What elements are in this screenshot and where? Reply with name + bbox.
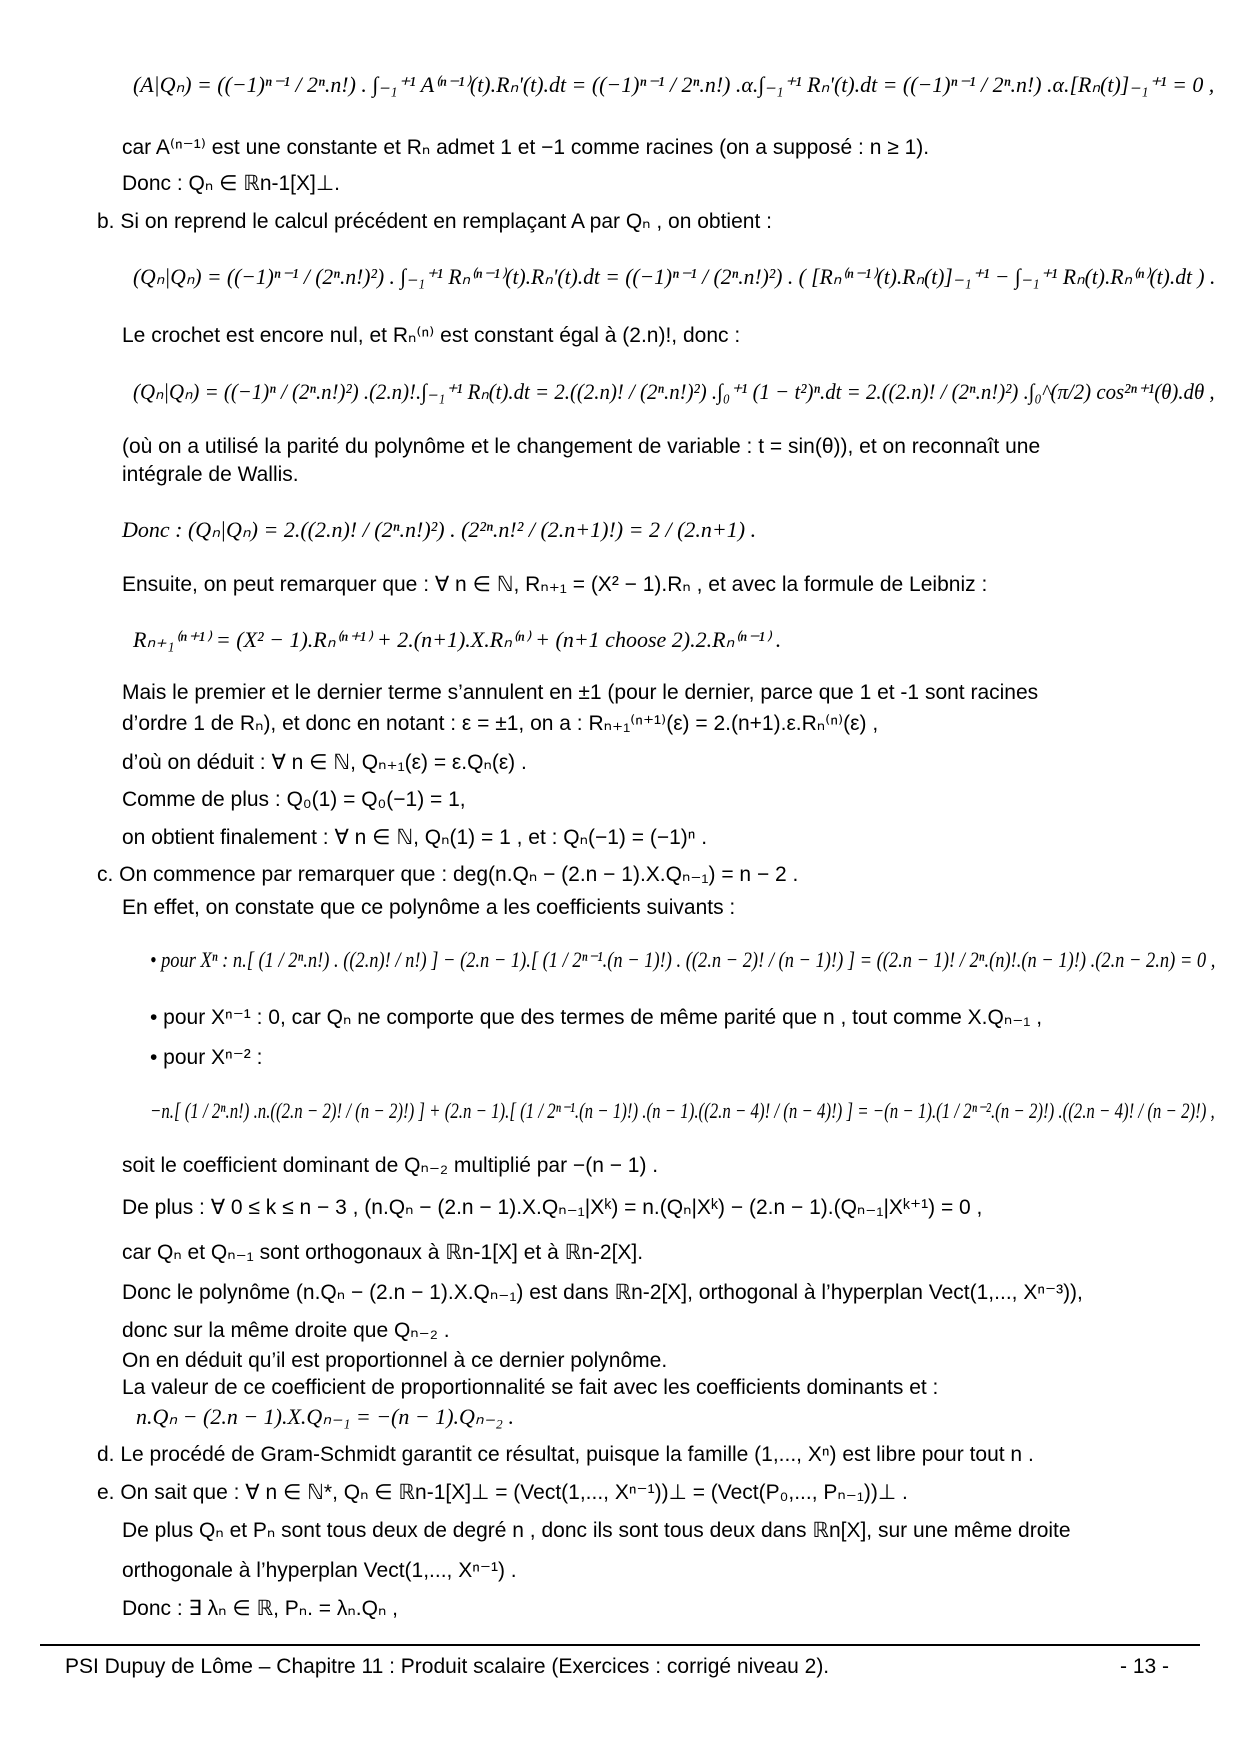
equation-line: • pour Xⁿ : n.[ (1 / 2ⁿ.n!) . ((2.n)! / n!) ] − (2.n − 1).[ (1 / 2ⁿ⁻¹.(n − 1)!) . ((2.n − 2)! / (n − 1)!) ] = ((2.n − 1)! / 2ⁿ.(n)!.(n − 1)!) .(2.n − 2.n) = 0 , <box>150 947 1216 972</box>
text-line: on obtient finalement : ∀ n ∈ ℕ, Qₙ(1) = 1 , et : Qₙ(−1) = (−1)ⁿ . <box>122 826 708 849</box>
text-line: d’où on déduit : ∀ n ∈ ℕ, Qₙ₊₁(ε) = ε.Qₙ(ε) . <box>122 751 527 774</box>
equation-line: (A|Qₙ) = ((−1)ⁿ⁻¹ / 2ⁿ.n!) . ∫₋₁⁺¹ A⁽ⁿ⁻¹⁾(t).Rₙ'(t).dt = ((−1)ⁿ⁻¹ / 2ⁿ.n!) .α.∫₋₁⁺¹ Rₙ'(t).dt = ((−1)ⁿ⁻¹ / 2ⁿ.n!) .α.[Rₙ(t)]₋₁⁺¹ = 0 , <box>133 72 1215 97</box>
text-line: Donc : Qₙ ∈ ℝn-1[X]⊥. <box>122 172 340 195</box>
text-line: car Qₙ et Qₙ₋₁ sont orthogonaux à ℝn-1[X] et à ℝn-2[X]. <box>122 1241 644 1264</box>
text-line: Comme de plus : Q₀(1) = Q₀(−1) = 1, <box>122 788 466 811</box>
equation-line: (Qₙ|Qₙ) = ((−1)ⁿ / (2ⁿ.n!)²) .(2.n)!.∫₋₁⁺¹ Rₙ(t).dt = 2.((2.n)! / (2ⁿ.n!)²) .∫₀⁺¹ (1 − t²)ⁿ.dt = 2.((2.n)! / (2ⁿ.n!)²) .∫₀^(π/2) cos²ⁿ⁺¹(θ).dθ , <box>133 379 1215 404</box>
item-b-line: b. Si on reprend le calcul précédent en remplaçant A par Qₙ , on obtient : <box>97 210 772 233</box>
equation-line: −n.[ (1 / 2ⁿ.n!) .n.((2.n − 2)! / (n − 2)!) ] + (2.n − 1).[ (1 / 2ⁿ⁻¹.(n − 1)!) .(n − 1).((2.n − 4)! / (n − 4)!) ] = −(n − 1).(1 / 2ⁿ⁻².(n − 2)!) .((2.n − 4)! / (n − 2)!) , <box>150 1098 1215 1123</box>
text-line: intégrale de Wallis. <box>122 463 299 486</box>
equation-line: Rₙ₊₁⁽ⁿ⁺¹⁾ = (X² − 1).Rₙ⁽ⁿ⁺¹⁾ + 2.(n+1).X.Rₙ⁽ⁿ⁾ + (n+1 choose 2).2.Rₙ⁽ⁿ⁻¹⁾ . <box>133 627 782 652</box>
text-line: donc sur la même droite que Qₙ₋₂ . <box>122 1319 450 1342</box>
equation-line: (Qₙ|Qₙ) = ((−1)ⁿ⁻¹ / (2ⁿ.n!)²) . ∫₋₁⁺¹ Rₙ⁽ⁿ⁻¹⁾(t).Rₙ'(t).dt = ((−1)ⁿ⁻¹ / (2ⁿ.n!)²) . ( [Rₙ⁽ⁿ⁻¹⁾(t).Rₙ(t)]₋₁⁺¹ − ∫₋₁⁺¹ Rₙ(t).Rₙ⁽ⁿ⁾(t).dt ) . <box>133 264 1216 289</box>
equation-line: n.Qₙ − (2.n − 1).X.Qₙ₋₁ = −(n − 1).Qₙ₋₂ . <box>136 1404 514 1429</box>
page-number: - 13 - <box>1120 1655 1170 1678</box>
text-line: d’ordre 1 de Rₙ), et donc en notant : ε = ±1, on a : Rₙ₊₁⁽ⁿ⁺¹⁾(ε) = 2.(n+1).ε.Rₙ⁽ⁿ⁾(ε) , <box>122 712 879 735</box>
text-line: Ensuite, on peut remarquer que : ∀ n ∈ ℕ, Rₙ₊₁ = (X² − 1).Rₙ , et avec la formule de Leibniz : <box>122 573 988 596</box>
text-line: (où on a utilisé la parité du polynôme et le changement de variable : t = sin(θ)), et on reconnaît une <box>122 435 1041 458</box>
item-c-line: c. On commence par remarquer que : deg(n.Qₙ − (2.n − 1).X.Qₙ₋₁) = n − 2 . <box>97 863 799 886</box>
text-line: Donc le polynôme (n.Qₙ − (2.n − 1).X.Qₙ₋₁) est dans ℝn-2[X], orthogonal à l’hyperplan Vect(1,..., Xⁿ⁻³)), <box>122 1281 1083 1304</box>
text-line: Mais le premier et le dernier terme s’annulent en ±1 (pour le dernier, parce que 1 et -1 sont racines <box>122 681 1039 704</box>
text-line: orthogonale à l’hyperplan Vect(1,..., Xⁿ⁻¹) . <box>122 1559 517 1582</box>
bullet-line: • pour Xⁿ⁻¹ : 0, car Qₙ ne comporte que des termes de même parité que n , tout comme X.Qₙ₋₁ , <box>150 1006 1043 1029</box>
item-d-line: d. Le procédé de Gram-Schmidt garantit ce résultat, puisque la famille (1,..., Xⁿ) est libre pour tout n . <box>97 1443 1034 1466</box>
text-line: De plus Qₙ et Pₙ sont tous deux de degré n , donc ils sont tous deux dans ℝn[X], sur une même droite <box>122 1519 1071 1542</box>
item-e-line: e. On sait que : ∀ n ∈ ℕ*, Qₙ ∈ ℝn-1[X]⊥ = (Vect(1,..., Xⁿ⁻¹))⊥ = (Vect(P₀,..., Pₙ₋₁))⊥ . <box>97 1481 908 1504</box>
text-line: Donc : ∃ λₙ ∈ ℝ, Pₙ. = λₙ.Qₙ , <box>122 1597 398 1620</box>
text-line: soit le coefficient dominant de Qₙ₋₂ multiplié par −(n − 1) . <box>122 1154 659 1177</box>
text-line: car A⁽ⁿ⁻¹⁾ est une constante et Rₙ admet 1 et −1 comme racines (on a supposé : n ≥ 1). <box>122 136 930 159</box>
equation-line: Donc : (Qₙ|Qₙ) = 2.((2.n)! / (2ⁿ.n!)²) . (2²ⁿ.n!² / (2.n+1)!) = 2 / (2.n+1) . <box>122 517 757 542</box>
bullet-line: • pour Xⁿ⁻² : <box>150 1046 263 1069</box>
text-line: La valeur de ce coefficient de proportionnalité se fait avec les coefficients dominants et : <box>122 1376 939 1399</box>
text-line: De plus : ∀ 0 ≤ k ≤ n − 3 , (n.Qₙ − (2.n − 1).X.Qₙ₋₁|Xᵏ) = n.(Qₙ|Xᵏ) − (2.n − 1).(Qₙ₋₁|Xᵏ⁺¹) = 0 , <box>122 1196 983 1219</box>
text-line: En effet, on constate que ce polynôme a les coefficients suivants : <box>122 896 736 919</box>
text-line: Le crochet est encore nul, et Rₙ⁽ⁿ⁾ est constant égal à (2.n)!, donc : <box>122 324 741 347</box>
text-line: On en déduit qu’il est proportionnel à ce dernier polynôme. <box>122 1349 668 1372</box>
footer-title: PSI Dupuy de Lôme – Chapitre 11 : Produit scalaire (Exercices : corrigé niveau 2). <box>65 1655 830 1678</box>
footer-divider <box>40 1644 1200 1646</box>
